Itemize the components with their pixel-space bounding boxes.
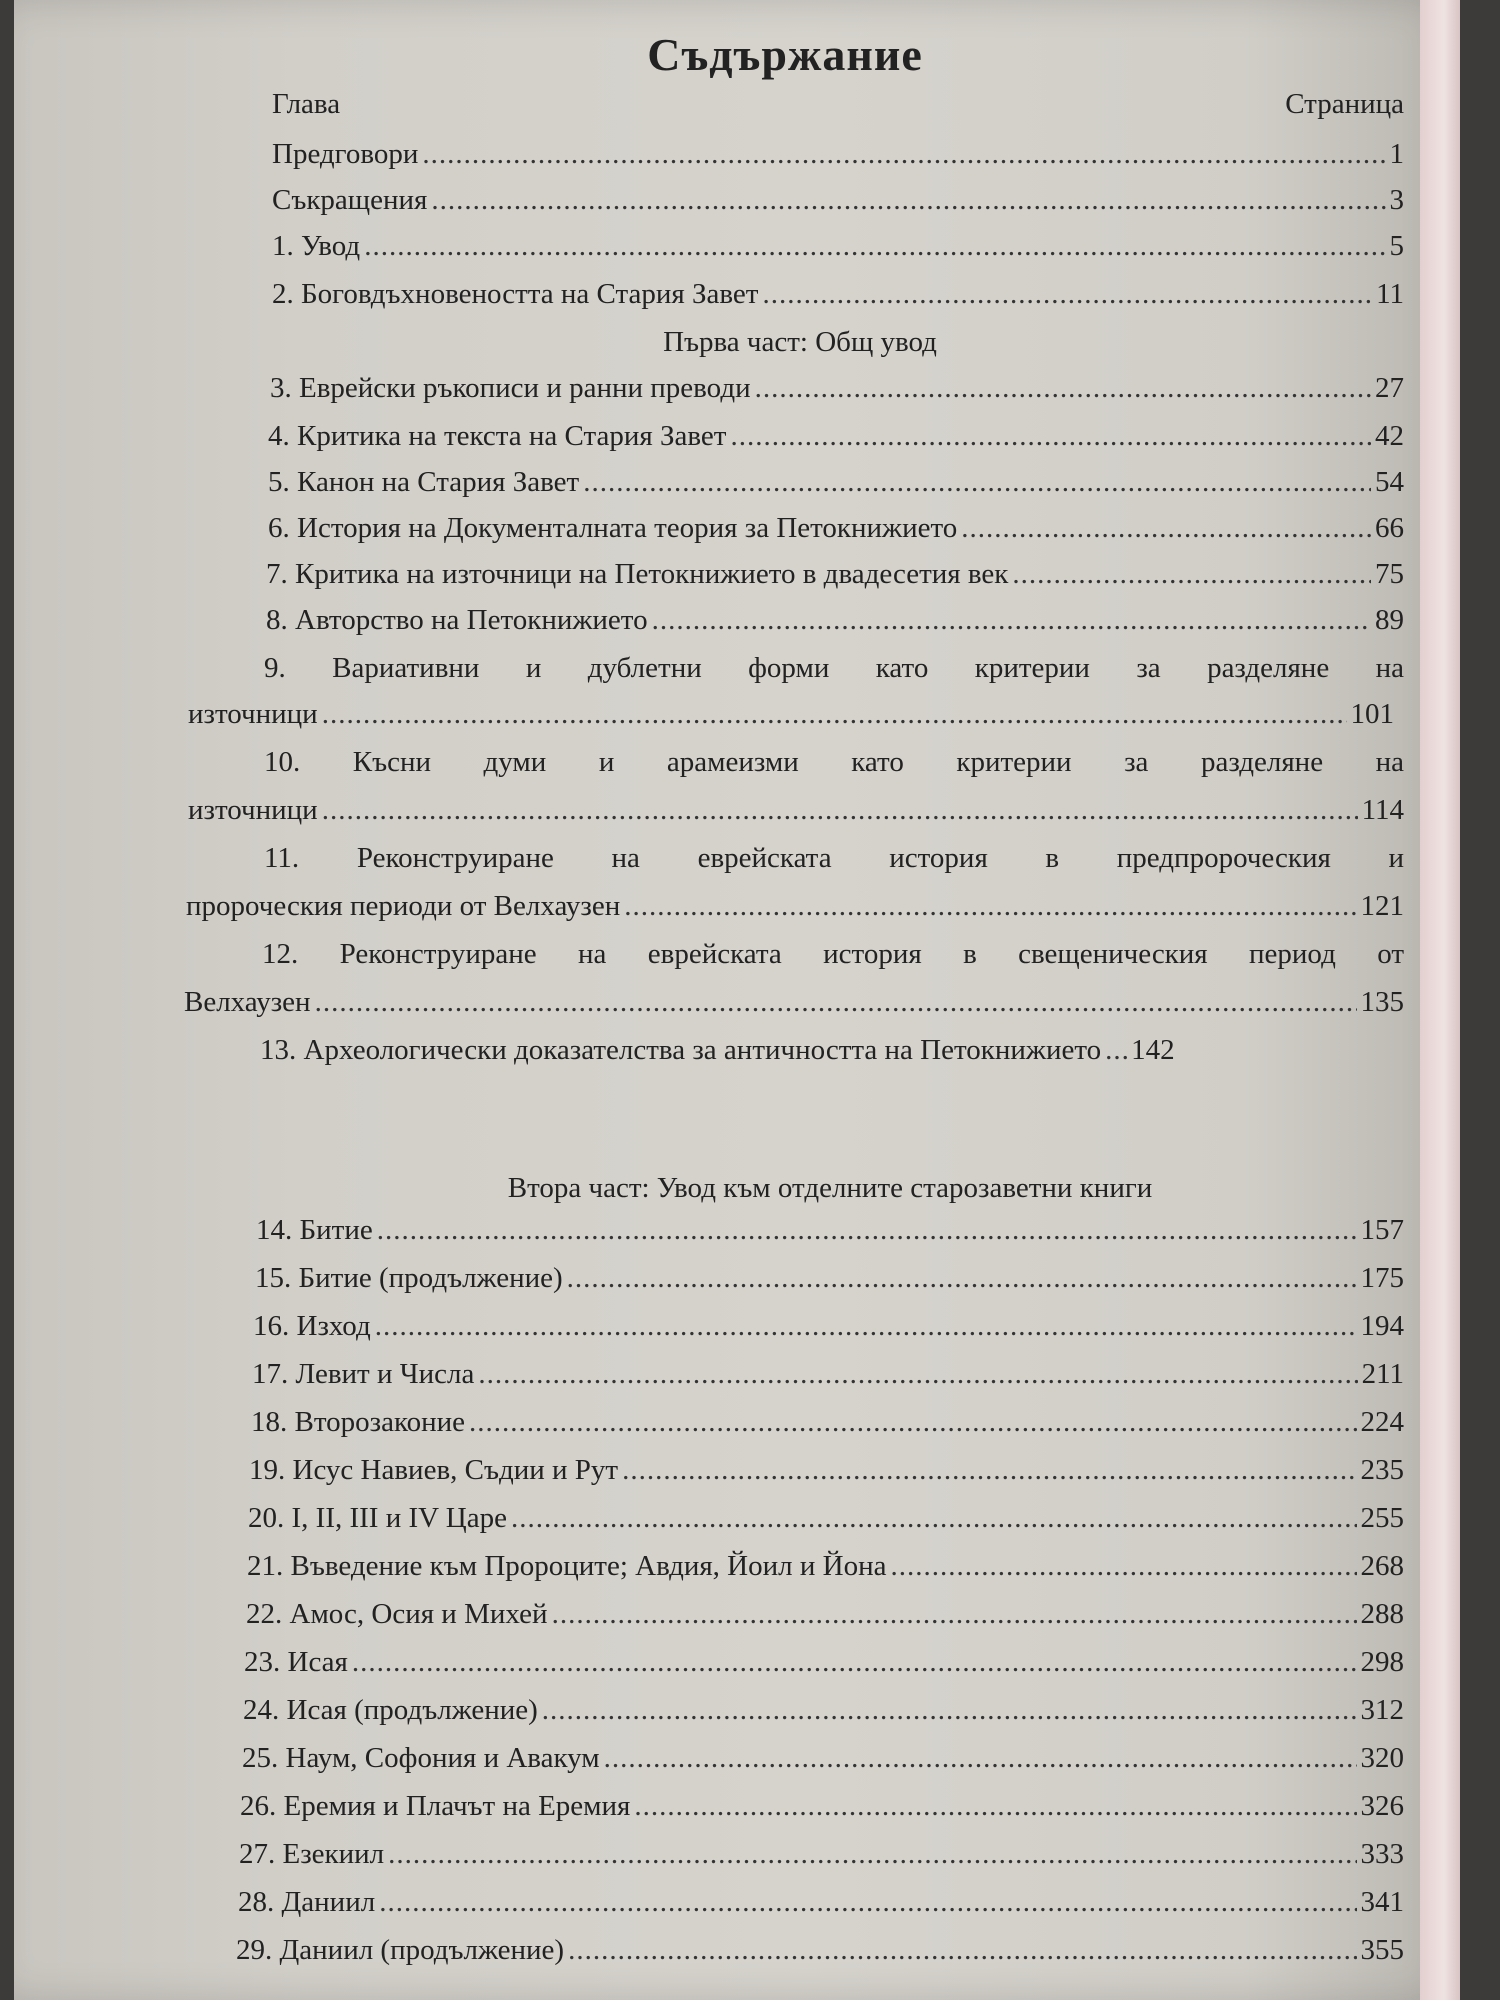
entry-page: 288 xyxy=(1360,1598,1404,1630)
toc-entry-9-line2[interactable] xyxy=(188,698,1394,731)
entry-page: 3 xyxy=(1389,184,1404,216)
entry-label: 3. Еврейски ръкописи и ранни преводи xyxy=(270,372,751,404)
entry-page: 142 xyxy=(1131,1034,1175,1066)
entry-label: източници xyxy=(188,698,318,730)
entry-page: 54 xyxy=(1375,466,1404,498)
dot-leader xyxy=(388,1838,1356,1871)
toc-entry-9-line1[interactable]: 9. Вариативни и дублетни форми като критерии за разделяне на xyxy=(264,652,1404,684)
entry-label: 14. Битие xyxy=(256,1214,373,1246)
entry-page: 89 xyxy=(1375,604,1404,636)
entry-label: 19. Исус Навиев, Съдии и Рут xyxy=(249,1454,619,1486)
dot-leader xyxy=(568,1934,1356,1967)
entry-label: 22. Амос, Осия и Михей xyxy=(246,1598,548,1630)
entry-page: 75 xyxy=(1375,558,1404,590)
entry-page: 135 xyxy=(1360,986,1404,1018)
toc-entry-20[interactable] xyxy=(248,1502,1404,1535)
dot-leader xyxy=(762,278,1372,311)
toc-entry-7[interactable] xyxy=(266,558,1404,591)
entry-page: 42 xyxy=(1375,420,1404,452)
entry-page: 157 xyxy=(1360,1214,1404,1246)
toc-entry-11-line1[interactable]: 11. Реконструиране на еврейската история в предпророческия и xyxy=(264,842,1404,874)
toc-entry-6[interactable] xyxy=(268,512,1404,545)
toc-entry-28[interactable] xyxy=(238,1886,1404,1919)
entry-page: 224 xyxy=(1360,1406,1404,1438)
entry-label: 29. Даниил (продължение) xyxy=(236,1934,565,1966)
entry-page: 66 xyxy=(1375,512,1404,544)
entry-label: 27. Езекиил xyxy=(239,1838,385,1870)
dot-leader xyxy=(552,1598,1357,1631)
entry-page: 355 xyxy=(1360,1934,1404,1966)
toc-entry-10-line2[interactable] xyxy=(188,794,1404,827)
entry-page: 114 xyxy=(1361,794,1404,826)
toc-entry-12-line2[interactable] xyxy=(184,986,1404,1019)
entry-page: 211 xyxy=(1361,1358,1404,1390)
toc-entry-27[interactable] xyxy=(239,1838,1404,1871)
dot-leader xyxy=(1105,1034,1127,1067)
toc-entry-3[interactable] xyxy=(270,372,1404,405)
entry-label: 5. Канон на Стария Завет xyxy=(268,466,580,498)
page-title: Съдържание xyxy=(647,29,923,80)
chapter-column-label: Глава xyxy=(272,88,341,120)
dot-leader xyxy=(422,138,1385,171)
dot-leader xyxy=(315,986,1357,1019)
dot-leader xyxy=(652,604,1371,637)
toc-entry-24[interactable] xyxy=(243,1694,1404,1727)
toc-entry-8[interactable] xyxy=(266,604,1404,637)
toc-entry-5[interactable] xyxy=(268,466,1404,499)
toc-entry-17[interactable] xyxy=(252,1358,1404,1391)
toc-entry-1[interactable] xyxy=(272,230,1404,263)
dot-leader xyxy=(352,1646,1357,1679)
entry-page: 1 xyxy=(1389,138,1404,170)
entry-label: 13. Археологически доказателства за античността на Петокнижието xyxy=(260,1034,1102,1066)
toc-entry-18[interactable] xyxy=(251,1406,1404,1439)
entry-page: 268 xyxy=(1360,1550,1404,1582)
part-two-heading: Втора част: Увод към отделните старозаветни книги xyxy=(507,1172,1153,1204)
toc-entry-15[interactable] xyxy=(255,1262,1404,1295)
entry-page: 27 xyxy=(1375,372,1404,404)
entry-label: 25. Наум, Софония и Авакум xyxy=(242,1742,600,1774)
toc-entry-23[interactable] xyxy=(244,1646,1404,1679)
entry-page: 194 xyxy=(1360,1310,1404,1342)
entry-label: 17. Левит и Числа xyxy=(252,1358,475,1390)
entry-label: 28. Даниил xyxy=(238,1886,376,1918)
toc-entry-abbreviations[interactable] xyxy=(272,184,1404,217)
dot-leader xyxy=(755,372,1371,405)
toc-entry-13[interactable] xyxy=(260,1034,1404,1067)
dot-leader xyxy=(622,1454,1356,1487)
toc-entry-25[interactable] xyxy=(242,1742,1404,1775)
entry-label: 20. I, II, III и IV Царе xyxy=(248,1502,507,1534)
dot-leader xyxy=(1012,558,1371,591)
entry-page: 255 xyxy=(1360,1502,1404,1534)
part-one-heading: Първа част: Общ увод xyxy=(663,326,937,358)
entry-page: 312 xyxy=(1360,1694,1404,1726)
dot-leader xyxy=(567,1262,1357,1295)
entry-label: източници xyxy=(188,794,318,826)
toc-entry-29[interactable] xyxy=(236,1934,1404,1967)
entry-label: 21. Въведение към Пророците; Авдия, Йоил и Йона xyxy=(247,1550,887,1582)
page-column-label: Страница xyxy=(1285,88,1404,120)
toc-entry-2[interactable] xyxy=(272,278,1404,311)
entry-label: 15. Битие (продължение) xyxy=(255,1262,563,1294)
entry-page: 333 xyxy=(1360,1838,1404,1870)
dot-leader xyxy=(375,1310,1357,1343)
dot-leader xyxy=(379,1886,1356,1919)
page-edge xyxy=(1420,0,1460,2000)
entry-label: 26. Еремия и Плачът на Еремия xyxy=(240,1790,631,1822)
entry-label: 6. История на Документалната теория за Петокнижието xyxy=(268,512,958,544)
entry-page: 326 xyxy=(1360,1790,1404,1822)
entry-page: 341 xyxy=(1360,1886,1404,1918)
entry-page: 298 xyxy=(1360,1646,1404,1678)
entry-page: 5 xyxy=(1389,230,1404,262)
entry-label: 24. Исая (продължение) xyxy=(243,1694,538,1726)
entry-label: 8. Авторство на Петокнижието xyxy=(266,604,648,636)
toc-entry-11-line2[interactable] xyxy=(186,890,1404,923)
entry-page: 235 xyxy=(1360,1454,1404,1486)
dot-leader xyxy=(322,698,1347,731)
dot-leader xyxy=(624,890,1356,923)
toc-entry-16[interactable] xyxy=(253,1310,1404,1343)
entry-label: 7. Критика на източници на Петокнижието в двадесетия век xyxy=(266,558,1009,590)
entry-page: 11 xyxy=(1376,278,1404,310)
entry-page: 121 xyxy=(1360,890,1404,922)
toc-entry-12-line1[interactable]: 12. Реконструиране на еврейската история в свещеническия период от xyxy=(262,938,1404,970)
dot-leader xyxy=(469,1406,1357,1439)
dot-leader xyxy=(364,230,1385,263)
toc-entry-4[interactable] xyxy=(268,420,1404,453)
toc-entry-prefaces[interactable] xyxy=(272,138,1404,171)
entry-page: 175 xyxy=(1360,1262,1404,1294)
entry-page: 101 xyxy=(1350,698,1394,730)
entry-label: 2. Боговдъхновеността на Стария Завет xyxy=(272,278,759,310)
dot-leader xyxy=(431,184,1385,217)
entry-page: 320 xyxy=(1360,1742,1404,1774)
toc-entry-14[interactable] xyxy=(256,1214,1404,1247)
entry-label: 23. Исая xyxy=(244,1646,348,1678)
entry-label: 16. Изход xyxy=(253,1310,371,1342)
dot-leader xyxy=(478,1358,1357,1391)
dot-leader xyxy=(542,1694,1357,1727)
entry-label: Предговори xyxy=(272,138,419,170)
toc-header xyxy=(272,88,1404,121)
dot-leader xyxy=(604,1742,1357,1775)
dot-leader xyxy=(730,420,1371,453)
toc-entry-26[interactable] xyxy=(240,1790,1404,1823)
entry-label: Съкращения xyxy=(272,184,428,216)
dot-leader xyxy=(583,466,1371,499)
dot-leader xyxy=(322,794,1358,827)
toc-entry-10-line1[interactable]: 10. Късни думи и арамеизми като критерии за разделяне на xyxy=(264,746,1404,778)
toc-entry-22[interactable] xyxy=(246,1598,1404,1631)
dot-leader xyxy=(377,1214,1357,1247)
dot-leader xyxy=(890,1550,1356,1583)
toc-entry-21[interactable] xyxy=(247,1550,1404,1583)
dot-leader xyxy=(634,1790,1356,1823)
toc-entry-19[interactable] xyxy=(249,1454,1404,1487)
entry-label: 1. Увод xyxy=(272,230,361,262)
entry-label: Велхаузен xyxy=(184,986,311,1018)
entry-label: 18. Второзаконие xyxy=(251,1406,465,1438)
entry-label: 4. Критика на текста на Стария Завет xyxy=(268,420,727,452)
entry-label: пророческия периоди от Велхаузен xyxy=(186,890,621,922)
dot-leader xyxy=(511,1502,1357,1535)
dot-leader xyxy=(961,512,1371,545)
